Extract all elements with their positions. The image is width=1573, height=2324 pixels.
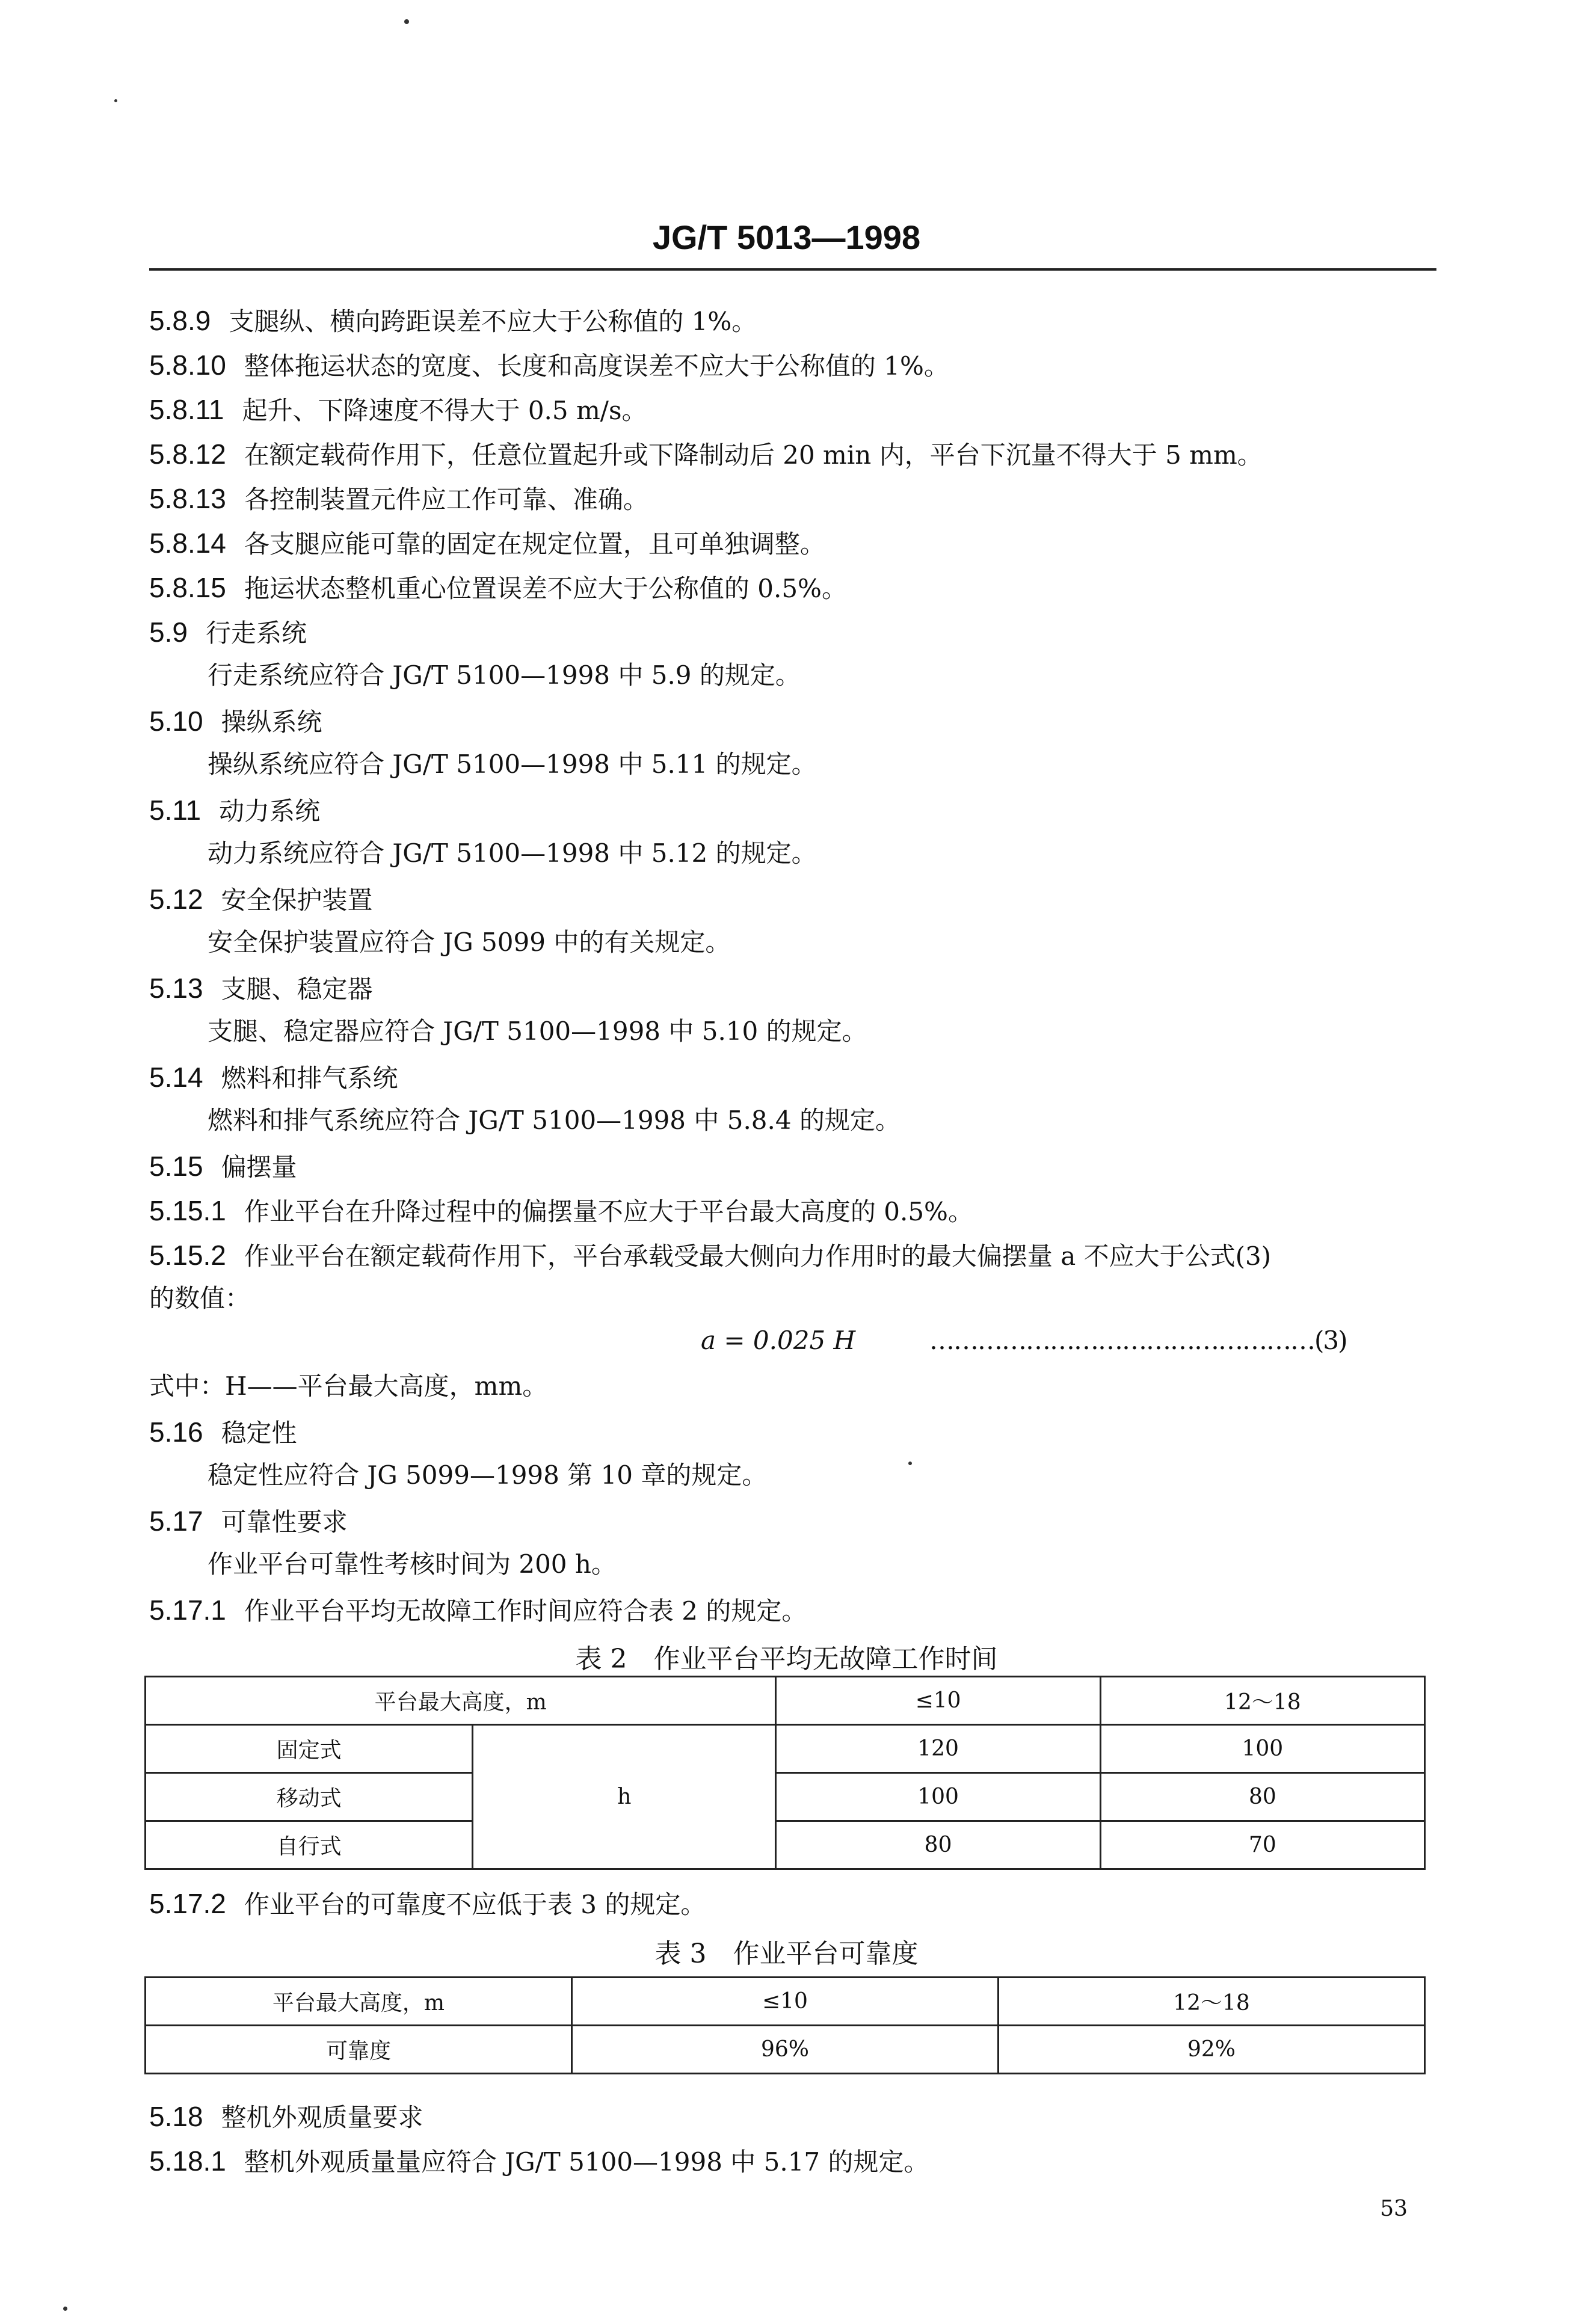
clause-text: 拖运状态整机重心位置误差不应大于公称值的 0.5%。 [244,574,847,603]
clause-text: 作业平台在升降过程中的偏摆量不应大于平台最大高度的 0.5%。 [244,1197,973,1226]
section-heading [149,1063,398,1091]
clause-text: 支腿纵、横向跨距误差不应大于公称值的 1%。 [229,307,757,336]
table-3 [144,1976,1426,2074]
section-title: 稳定性 [221,1418,297,1448]
scan-speck [908,1462,912,1465]
clause-number: 5.8.10 [149,349,226,381]
clause-line [149,574,847,601]
table-cell: 92% [998,2026,1424,2074]
section-heading [149,1152,297,1180]
scan-speck [404,19,409,24]
section-title: 安全保护装置 [221,885,373,915]
body-text: 作业平台可靠性考核时间为 200 h。 [208,1549,617,1579]
section-title: 操纵系统 [221,707,322,737]
formula-number: …………………………………………(3) [929,1326,1347,1355]
clause-line [149,1596,807,1624]
table-header-cell: 12～18 [998,1978,1424,2026]
table-3-caption: 表 3 作业平台可靠度 [654,1938,919,1969]
clause-number: 5.17.1 [149,1594,226,1626]
table-row-label: 移动式 [146,1773,473,1821]
clause-text: 起升、下降速度不得大于 0.5 m/s。 [242,396,647,425]
section-title: 支腿、稳定器 [221,974,373,1004]
section-heading [149,2103,423,2130]
section-heading [149,974,373,1002]
clause-number: 5.15.1 [149,1195,226,1226]
section-number: 5.11 [149,795,202,826]
section-heading [149,1418,297,1446]
section-number: 5.12 [149,884,203,915]
body-text: 燃料和排气系统应符合 JG/T 5100—1998 中 5.8.4 的规定。 [208,1105,900,1135]
clause-text: 整机外观质量量应符合 JG/T 5100—1998 中 5.17 的规定。 [244,2147,929,2177]
table-row-label: 固定式 [146,1725,473,1773]
table-cell: 80 [776,1821,1100,1869]
clause-number: 5.8.12 [149,438,226,470]
clause-number: 5.15.2 [149,1240,226,1271]
section-number: 5.10 [149,706,203,737]
clause-number: 5.17.2 [149,1888,226,1919]
clause-text: 作业平台平均无故障工作时间应符合表 2 的规定。 [244,1596,807,1626]
clause-line [149,351,949,379]
clause-text: 各控制装置元件应工作可靠、准确。 [244,485,648,514]
table-row-label: 可靠度 [146,2026,572,2074]
section-title: 动力系统 [219,796,321,826]
table-cell: 100 [776,1773,1100,1821]
clause-number: 5.8.13 [149,483,226,514]
table-row [146,1978,1425,2026]
table-cell: 96% [571,2026,998,2074]
table-row [146,1773,1425,1821]
formula-legend: 式中：H——平台最大高度，mm。 [149,1371,548,1401]
section-title: 可靠性要求 [221,1507,348,1537]
clause-line [149,307,757,334]
table-unit-cell: h [473,1725,776,1869]
table-row [146,1677,1425,1725]
section-number: 5.17 [149,1505,203,1537]
section-number: 5.14 [149,1062,203,1093]
section-heading [149,707,322,735]
clause-line [149,485,648,512]
section-number: 5.18 [149,2101,203,2132]
clause-line [149,440,1263,468]
table-row-label: 自行式 [146,1821,473,1869]
clause-number: 5.8.11 [149,394,224,425]
section-heading [149,618,307,646]
standard-code-header: JG/T 5013—1998 [652,218,921,256]
clause-line [149,2147,929,2175]
clause-number: 5.8.14 [149,527,226,559]
scan-speck [114,99,117,102]
clause-line [149,529,825,557]
formula: a = 0.025 H [701,1326,856,1355]
body-text: 的数值： [149,1283,251,1313]
clause-text: 在额定载荷作用下，任意位置起升或下降制动后 20 min 内，平台下沉量不得大于 5 mm。 [244,440,1263,470]
table-cell: 80 [1100,1773,1424,1821]
section-number: 5.15 [149,1151,203,1182]
body-text: 动力系统应符合 JG/T 5100—1998 中 5.12 的规定。 [208,838,817,868]
table-header-cell: 12～18 [1100,1677,1424,1725]
clause-line [149,1241,1271,1269]
clause-line [149,396,647,423]
section-heading [149,796,320,824]
table-cell: 120 [776,1725,1100,1773]
section-title: 燃料和排气系统 [221,1063,398,1093]
table-header-cell: ≤10 [776,1677,1100,1725]
body-text: 操纵系统应符合 JG/T 5100—1998 中 5.11 的规定。 [208,749,817,779]
header-rule [149,268,1436,271]
body-text: 支腿、稳定器应符合 JG/T 5100—1998 中 5.10 的规定。 [208,1016,867,1046]
section-number: 5.13 [149,973,203,1004]
table-row [146,1725,1425,1773]
clause-line [149,1197,973,1225]
section-title: 偏摆量 [221,1152,297,1182]
clause-text: 作业平台的可靠度不应低于表 3 的规定。 [244,1890,706,1919]
table-cell: 100 [1100,1725,1424,1773]
scan-speck [63,2307,67,2311]
table-2-caption: 表 2 作业平台平均无故障工作时间 [575,1644,998,1674]
clause-number: 5.8.9 [149,305,211,336]
table-2 [144,1676,1426,1870]
clause-number: 5.8.15 [149,572,226,603]
table-row [146,2026,1425,2074]
clause-text: 各支腿应能可靠的固定在规定位置，且可单独调整。 [244,529,825,559]
table-row [146,1821,1425,1869]
section-title: 整机外观质量要求 [221,2103,423,2132]
clause-text: 作业平台在额定载荷作用下，平台承载受最大侧向力作用时的最大偏摆量 a 不应大于公式(3) [244,1241,1272,1271]
table-header-cell: 平台最大高度，m [146,1978,572,2026]
page-number: 53 [1380,2196,1408,2221]
table-header-cell: 平台最大高度，m [146,1677,776,1725]
table-header-cell: ≤10 [571,1978,998,2026]
table-cell: 70 [1100,1821,1424,1869]
section-number: 5.16 [149,1416,203,1448]
body-text: 安全保护装置应符合 JG 5099 中的有关规定。 [208,927,731,957]
body-text: 行走系统应符合 JG/T 5100—1998 中 5.9 的规定。 [208,660,801,690]
clause-number: 5.18.1 [149,2145,226,2177]
clause-text: 整体拖运状态的宽度、长度和高度误差不应大于公称值的 1%。 [244,351,949,381]
section-heading [149,885,373,913]
clause-line [149,1890,706,1917]
section-title: 行走系统 [205,618,307,648]
section-number: 5.9 [149,616,188,648]
section-heading [149,1507,348,1535]
body-text: 稳定性应符合 JG 5099—1998 第 10 章的规定。 [208,1460,768,1490]
